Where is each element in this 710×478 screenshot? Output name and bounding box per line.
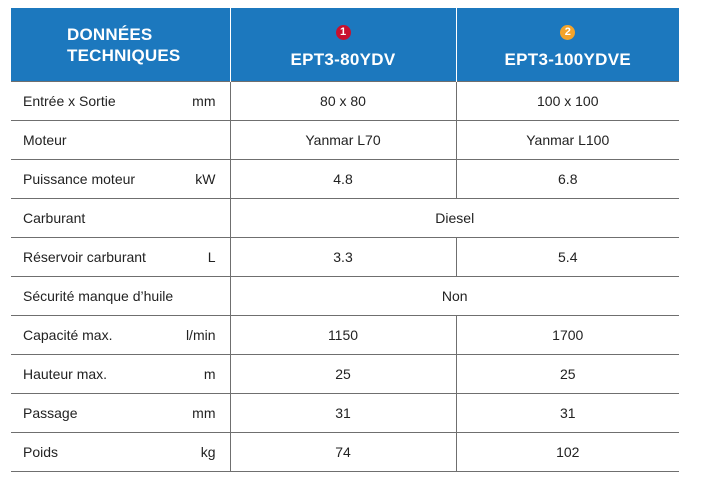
technical-spec-table — [11, 8, 679, 472]
table-row — [11, 277, 679, 316]
row-label: Hauteur max. m — [11, 355, 230, 394]
row-label: Réservoir carburant L — [11, 238, 230, 277]
row-unit: mm — [192, 405, 216, 421]
model-name: EPT3-100YDVE — [504, 49, 631, 69]
row-label: Entrée x Sortie mm — [11, 82, 230, 121]
table-row — [11, 355, 679, 394]
table-row — [11, 82, 679, 121]
cell-model-1: 25 — [230, 355, 456, 394]
row-label: Sécurité manque d’huile — [11, 277, 230, 316]
cell-model-1: 3.3 — [230, 238, 456, 277]
cell-model-2: 100 x 100 — [456, 82, 679, 121]
model-number-badge: 2 — [560, 25, 575, 40]
model-column-header-2 — [456, 8, 679, 82]
cell-shared: Diesel — [230, 199, 679, 238]
table-row — [11, 394, 679, 433]
table-row — [11, 160, 679, 199]
row-unit: l/min — [185, 327, 216, 343]
title-line-1: DONNÉES — [67, 24, 153, 44]
cell-model-2: 6.8 — [456, 160, 679, 199]
cell-model-1: 1150 — [230, 316, 456, 355]
row-unit: kW — [195, 171, 216, 187]
cell-model-2: 1700 — [456, 316, 679, 355]
cell-model-2: 25 — [456, 355, 679, 394]
table-row — [11, 433, 679, 472]
table-row — [11, 199, 679, 238]
title-line-2: TECHNIQUES — [67, 45, 181, 65]
row-label: Moteur — [11, 121, 230, 160]
row-unit: m — [203, 366, 216, 382]
row-label: Puissance moteur kW — [11, 160, 230, 199]
model-column-header-1 — [230, 8, 456, 82]
row-unit: mm — [192, 93, 216, 109]
cell-model-1: 4.8 — [230, 160, 456, 199]
model-number-badge: 1 — [336, 25, 351, 40]
cell-model-2: 31 — [456, 394, 679, 433]
cell-model-1: 74 — [230, 433, 456, 472]
cell-shared: Non — [230, 277, 679, 316]
row-label: Carburant — [11, 199, 230, 238]
row-label: Passage mm — [11, 394, 230, 433]
cell-model-1: 31 — [230, 394, 456, 433]
row-unit: kg — [200, 444, 216, 460]
row-label: Capacité max. l/min — [11, 316, 230, 355]
cell-model-2: Yanmar L100 — [456, 121, 679, 160]
table-row — [11, 121, 679, 160]
row-unit: L — [207, 249, 216, 265]
row-label: Poids kg — [11, 433, 230, 472]
header-row — [11, 8, 679, 82]
model-name: EPT3-80YDV — [290, 49, 396, 69]
cell-model-1: 80 x 80 — [230, 82, 456, 121]
cell-model-2: 5.4 — [456, 238, 679, 277]
table-row — [11, 238, 679, 277]
cell-model-1: Yanmar L70 — [230, 121, 456, 160]
table-title — [11, 8, 230, 82]
cell-model-2: 102 — [456, 433, 679, 472]
table-row — [11, 316, 679, 355]
